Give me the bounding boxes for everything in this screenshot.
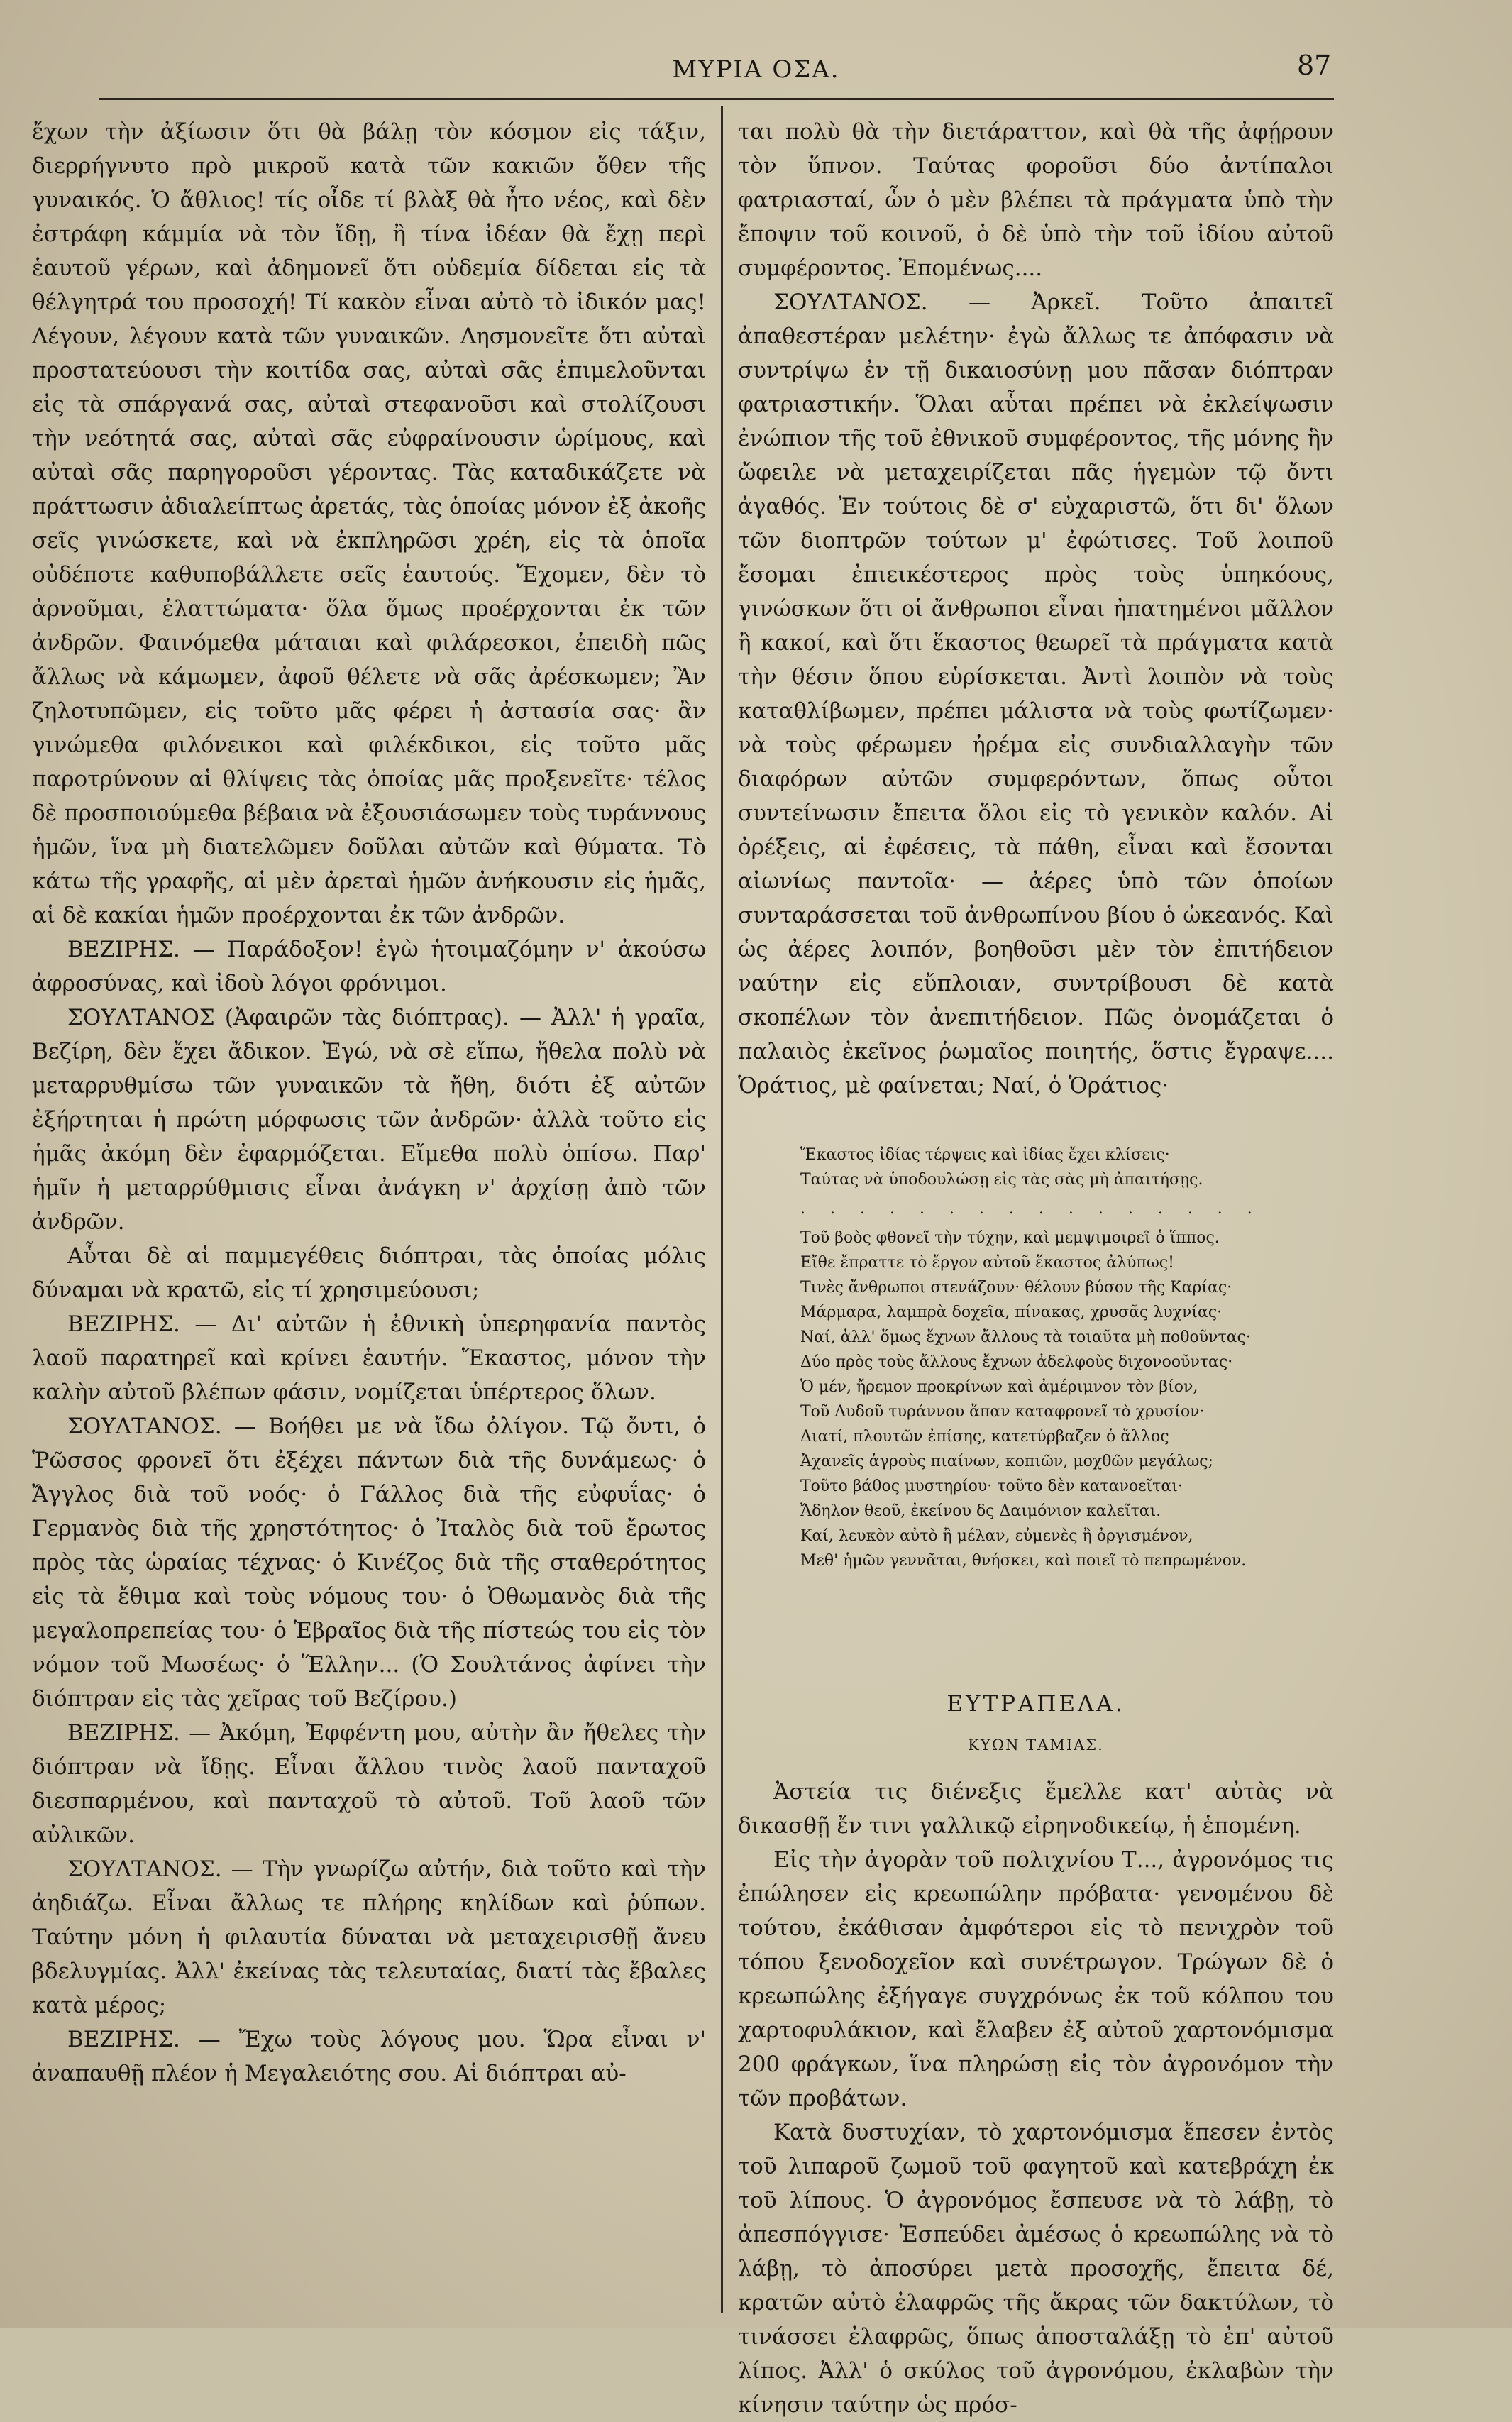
paragraph: ΒΕΖΙΡΗΣ. — Ἔχω τοὺς λόγους μου. Ὥρα εἶναι ν' ἀναπαυθῇ πλέον ἡ Μεγαλειότης σου. Αἱ διόπτραι αὐ- [32, 2027, 706, 2086]
poem-line: Τοῦ βοὸς φθονεῖ τὴν τύχην, καὶ μεμψιμοιρεῖ ὁ ἵππος. [800, 1229, 1220, 1247]
poem-line: Εἴθε ἔπραττε τὸ ἔργον αὐτοῦ ἕκαστος ἀλύπως! [800, 1254, 1174, 1272]
paragraph: ΣΟΥΛΤΑΝΟΣ. — Τὴν γνωρίζω αὐτήν, διὰ τοῦτο καὶ τὴν ἀηδιάζω. Εἶναι ἄλλως τε πλήρης κηλίδων καὶ ῥύπων. Ταύτην μόνη ἡ φιλαυτία δύναται νὰ μεταχειρισθῇ ἄνευ βδελυγμίας. Ἀλλ' ἐκείνας τὰς τελευταίας, διατί τὰς ἔβαλες κατὰ μέρος; [32, 1856, 706, 2018]
poem-line: Ἀχανεῖς ἀγροὺς πιαίνων, κοπιῶν, μοχθῶν μεγάλως; [800, 1453, 1214, 1470]
paragraph: ΒΕΖΙΡΗΣ. — Ἀκόμη, Ἐφφέντη μου, αὐτὴν ἂν ἤθελες τὴν διόπτραν νὰ ἴδῃς. Εἶναι ἄλλου τινὸς λαοῦ πανταχοῦ διεσπαρμένου, καὶ πανταχοῦ τὸ αὐτοῦ. Τοῦ λαοῦ τῶν αὐλικῶν. [32, 1720, 706, 1848]
right-column [738, 115, 1334, 2422]
column-divider [721, 106, 723, 2313]
paragraph: Εἰς τὴν ἀγορὰν τοῦ πολιχνίου Τ..., ἀγρονόμος τις ἐπώλησεν εἰς κρεωπώλην πρόβατα· γενομένου δὲ τούτου, ἐκάθισαν ἀμφότεροι εἰς τὸ πενιχρὸν τοῦ τόπου ξενοδοχεῖον καὶ συνέτρωγον. Τρώγων δὲ ὁ κρεωπώλης ἐξήγαγε συγχρόνως ἐκ τοῦ κόλπου του χαρτοφυλάκιον, καὶ ἔλαβεν ἐξ αὐτοῦ χαρτονόμισμα 200 φράγκων, ἵνα πληρώσῃ εἰς τὸν ἀγρονόμον τὴν τῶν προβάτων. [738, 1847, 1334, 2111]
section-title: ΕΥΤΡΑΠΕΛΑ. [947, 1691, 1125, 1717]
poem-line: Ἄδηλον θεοῦ, ἐκείνου δς Δαιμόνιον καλεῖται. [800, 1502, 1161, 1520]
paragraph: Κατὰ δυστυχίαν, τὸ χαρτονόμισμα ἔπεσεν ἐντὸς τοῦ λιπαροῦ ζωμοῦ τοῦ φαγητοῦ καὶ κατεβράχη ἐκ τοῦ λίπους. Ὁ ἀγρονόμος ἔσπευσε νὰ τὸ λάβῃ, τὸ ἀπεσπόγγισε· Ἐσπεύδει ἀμέσως ὁ κρεωπώλης νὰ τὸ λάβῃ, τὸ ἀποσύρει μετὰ προσοχῆς, ἔπειτα δέ, κρατῶν αὐτὸ ἐλαφρῶς τῆς ἄκρας τῶν δακτύλων, τὸ τινάσσει ἐλαφρῶς, ὅπως ἀποσταλάξῃ τὸ ἐπ' αὐτοῦ λίπος. Ἀλλ' ὁ σκύλος τοῦ ἀγρονόμου, ἐκλαβὼν τὴν κίνησιν ταύτην ὡς πρόσ- [738, 2120, 1334, 2418]
paragraph: ΒΕΖΙΡΗΣ. — Δι' αὐτῶν ἡ ἐθνικὴ ὑπερηφανία παντὸς λαοῦ παρατηρεῖ καὶ κρίνει ἑαυτήν. Ἕκαστος, μόνον τὴν καλὴν αὐτοῦ βλέπων φάσιν, νομίζεται ὑπέρτερος ὅλων. [32, 1311, 706, 1405]
paragraph: ἔχων τὴν ἀξίωσιν ὅτι θὰ βάλῃ τὸν κόσμον εἰς τάξιν, διερρήγνυτο πρὸ μικροῦ κατὰ τῶν κακιῶν ὅθεν τῆς γυναικός. Ὁ ἄθλιος! τίς οἶδε τί βλὰξ θὰ ἦτο νέος, καὶ δὲν ἐστράφη κάμμία νὰ τὸν ἴδῃ, ἢ τίνα ἰδέαν θὰ ἔχῃ περὶ ἑαυτοῦ γέρων, καὶ ἀδημονεῖ ὅτι οὐδεμία δίδεται εἰς τὰ θέλγητρά του προσοχή! Τί κακὸν εἶναι αὐτὸ τὸ ἰδικόν μας! Λέγουν, λέγουν κατὰ τῶν γυναικῶν. Λησμονεῖτε ὅτι αὐταὶ προστατεύουσι τὴν κοιτίδα σας, αὐταὶ σᾶς ἐπιμελοῦνται εἰς τὰ σπάργανά σας, αὐταὶ στεφανοῦσι καὶ στολίζουσι τὴν νεότητά σας, αὐταὶ σᾶς εὐφραίνουσιν ὡρίμους, καὶ αὐταὶ σᾶς παρηγοροῦσι γέροντας. Τὰς καταδικάζετε νὰ πράττωσιν ἀδιαλείπτως ἀρετάς, τὰς ὁποίας μόνον ἐξ ἀκοῆς σεῖς γινώσκετε, καὶ νὰ ἐκπληρῶσι χρέη, εἰς τὰ ὁποῖα οὐδέποτε καθυποβάλλετε σεῖς ἑαυτούς. Ἔχομεν, δὲν τὸ ἀρνοῦμαι, ἐλαττώματα· ὅλα ὅμως προέρχονται ἐκ τῶν ἀνδρῶν. Φαινόμεθα μάταιαι καὶ φιλάρεσκοι, ἐπειδὴ πῶς ἄλλως νὰ κάμωμεν, ἀφοῦ θέλετε νὰ σᾶς ἀρέσκωμεν; Ἂν ζηλοτυπῶμεν, εἰς τοῦτο μᾶς φέρει ἡ ἀστασία σας· ἂν γινώμεθα φιλόνεικοι καὶ φιλέκδικοι, εἰς τοῦτο μᾶς παροτρύνουν αἱ θλίψεις τὰς ὁποίας μᾶς προξενεῖτε· τέλος δὲ προσποιούμεθα βέβαια νὰ ἐξουσιάσωμεν τοὺς τυράννους ἡμῶν, ἵνα μὴ διατελῶμεν δοῦλαι αὐτῶν καὶ θύματα. Τὸ κάτω τῆς γραφῆς, αἱ μὲν ἀρεταὶ ἡμῶν ἀνήκουσιν εἰς ἡμᾶς, αἱ δὲ κακίαι ἡμῶν προέρχονται ἐκ τῶν ἀνδρῶν. [32, 119, 706, 928]
poem-line: Ὁ μέν, ἤρεμον προκρίνων καὶ ἀμέριμνον τὸν βίον, [800, 1378, 1198, 1396]
poem-line: Τοῦτο βάθος μυστηρίου· τοῦτο δὲν κατανοεῖται· [800, 1477, 1183, 1495]
header-rule [99, 98, 1334, 100]
poem-line: Μεθ' ἡμῶν γεννᾶται, θνήσκει, καὶ ποιεῖ τὸ πεπρωμένον. [800, 1552, 1247, 1570]
paragraph: ται πολὺ θὰ τὴν διετάραττον, καὶ θὰ τῆς ἀφῄρουν τὸν ὕπνον. Ταύτας φοροῦσι δύο ἀντίπαλοι φατριασταί, ὧν ὁ μὲν βλέπει τὰ πράγματα ὑπὸ τὴν ἔποψιν τοῦ κοινοῦ, ὁ δὲ ὑπὸ τὴν τοῦ ἰδίου αὐτοῦ συμφέροντος. Ἐπομένως.... [738, 119, 1334, 281]
paragraph: ΣΟΥΛΤΑΝΟΣ. — Ἀρκεῖ. Τοῦτο ἀπαιτεῖ ἀπαθεστέραν μελέτην· ἐγὼ ἄλλως τε ἀπόφασιν νὰ συντρίψω ἐν τῇ δικαιοσύνῃ μου πᾶσαν διόπτραν φατριαστικήν. Ὅλαι αὗται πρέπει νὰ ἐκλείψωσιν ἐνώπιον τῆς τοῦ ἐθνικοῦ συμφέροντος, τῆς μόνης ἣν ὤφειλε νὰ μεταχειρίζεται πᾶς ἡγεμὼν τῷ ὄντι ἀγαθός. Ἐν τούτοις δὲ σ' εὐχαριστῶ, ὅτι δι' ὅλων τῶν διοπτρῶν τούτων μ' ἐφώτισες. Τοῦ λοιποῦ ἔσομαι ἐπιεικέστερος πρὸς τοὺς ὑπηκόους, γινώσκων ὅτι οἱ ἄνθρωποι εἶναι ἠπατημένοι μᾶλλον ἢ κακοί, καὶ ὅτι ἕκαστος θεωρεῖ τὰ πράγματα κατὰ τὴν θέσιν ὅπου εὑρίσκεται. Ἀντὶ λοιπὸν νὰ τοὺς καταθλίβωμεν, πρέπει μάλιστα νὰ τοὺς φωτίζωμεν· νὰ τοὺς φέρωμεν ἠρέμα εἰς συνδιαλλαγὴν τῶν διαφόρων αὐτῶν συμφερόντων, ὅπως οὗτοι συντείνωσιν ἔπειτα ὅλοι εἰς τὸ γενικὸν καλόν. Αἱ ὀρέξεις, αἱ ἐφέσεις, τὰ πάθη, εἶναι καὶ ἔσονται αἰωνίως παντοῖα· — ἀέρες ὑπὸ τῶν ὁποίων συνταράσσεται τοῦ ἀνθρωπίνου βίου ὁ ὠκεανός. Καὶ ὡς ἀέρες λοιπόν, βοηθοῦσι μὲν τὸν ἐπιτήδειον ναύτην εἰς εὔπλοιαν, συντρίβουσι δὲ κατὰ σκοπέλων τὸν ἀνεπιτήδειον. Πῶς ὀνομάζεται ὁ παλαιὸς ἐκεῖνος ῥωμαῖος ποιητής, ὅστις ἔγραψε.... Ὁράτιος, μὲ φαίνεται; Ναί, ὁ Ὁράτιος· [738, 290, 1334, 1099]
poem-line: Τινὲς ἄνθρωποι στενάζουν· θέλουν βύσον τῆς Καρίας· [800, 1279, 1232, 1297]
poem-line: Διατί, πλουτῶν ἐπίσης, κατετύρβαζεν ὁ ἄλλος [800, 1428, 1169, 1446]
poem-line: Τοῦ Λυδοῦ τυράννου ἅπαν καταφρονεῖ τὸ χρυσίον· [800, 1403, 1205, 1421]
paragraph: ΣΟΥΛΤΑΝΟΣ. — Βοήθει με νὰ ἴδω ὀλίγον. Τῷ ὄντι, ὁ Ῥῶσσος φρονεῖ ὅτι ἐξέχει πάντων διὰ τῆς δυνάμεως· ὁ Ἄγγλος διὰ τοῦ νοός· ὁ Γάλλος διὰ τῆς εὐφυΐας· ὁ Γερμανὸς διὰ τῆς χρηστότητος· ὁ Ἰταλὸς διὰ τοῦ ἔρωτος πρὸς τὰς ὡραίας τέχνας· ὁ Κινέζος διὰ τῆς σταθερότητος εἰς τὰ ἔθιμα καὶ τοὺς νόμους του· ὁ Ὀθωμανὸς διὰ τῆς μεγαλοπρεπείας του· ὁ Ἑβραῖος διὰ τῆς πίστεώς του εἰς τὸν νόμον τοῦ Μωσέως· ὁ Ἕλλην... (Ὁ Σουλτάνος ἀφίνει τὴν διόπτραν εἰς τὰς χεῖρας τοῦ Βεζίρου.) [32, 1414, 706, 1712]
page-header-title: ΜΥΡΙΑ ΟΣΑ. [672, 55, 840, 84]
paragraph: ΣΟΥΛΤΑΝΟΣ (Ἀφαιρῶν τὰς διόπτρας). — Ἀλλ' ἡ γραῖα, Βεζίρη, δὲν ἔχει ἄδικον. Ἐγώ, νὰ σὲ εἴπω, ἤθελα πολὺ νὰ μεταρρυθμίσω τῶν γυναικῶν τὰ ἤθη, διότι ἐξ αὐτῶν ἐξήρτηται ἡ πρώτη μόρφωσις τῶν ἀνδρῶν· ἀλλὰ τοῦτο εἰς ἡμᾶς ἀκόμη δὲν ἐφαρμόζεται. Εἴμεθα πολὺ ὀπίσω. Παρ' ἡμῖν ἡ μεταρρύθμισις εἶναι ἀνάγκη ν' ἀρχίσῃ ἀπὸ τῶν ἀνδρῶν. [32, 1005, 706, 1235]
poem-ellipsis: . . . . . . . . . . . . . . . . [800, 1200, 1262, 1218]
paragraph: Αὗται δὲ αἱ παμμεγέθεις διόπτραι, τὰς ὁποίας μόλις δύναμαι νὰ κρατῶ, εἰς τί χρησιμεύουσι; [32, 1243, 706, 1303]
poem-line: Ταύτας νὰ ὑποδουλώσῃ εἰς τὰς σὰς μὴ ἀπαιτήσῃς. [800, 1171, 1203, 1189]
poem-line: Δύο πρὸς τοὺς ἄλλους ἔχνων ἀδελφοὺς διχονοοῦντας· [800, 1353, 1233, 1371]
page-number: 87 [1297, 50, 1332, 81]
poem-line: Ἕκαστος ἰδίας τέρψεις καὶ ἰδίας ἔχει κλίσεις· [800, 1146, 1170, 1164]
paragraph: ΒΕΖΙΡΗΣ. — Παράδοξον! ἐγὼ ἡτοιμαζόμην ν' ἀκούσω ἀφροσύνας, καὶ ἰδοὺ λόγοι φρόνιμοι. [32, 937, 706, 996]
left-column [32, 115, 706, 2091]
poem-line: Ναί, ἀλλ' ὅμως ἔχνων ἄλλους τὰ τοιαῦτα μὴ ποθοῦντας· [800, 1328, 1251, 1346]
paragraph: Ἀστεία τις διένεξις ἔμελλε κατ' αὐτὰς νὰ δικασθῇ ἔν τινι γαλλικῷ εἰρηνοδικείῳ, ἡ ἑπομένη. [738, 1779, 1334, 1839]
poem-quotation [800, 1143, 1334, 1573]
poem-line: Καί, λευκὸν αὐτὸ ἢ μέλαν, εὐμενὲς ἢ ὀργισμένον, [800, 1527, 1193, 1545]
section-subtitle: ΚΥΩΝ ΤΑΜΙΑΣ. [968, 1736, 1104, 1754]
poem-line: Μάρμαρα, λαμπρὰ δοχεῖα, πίνακας, χρυσᾶς λυχνίας· [800, 1304, 1223, 1321]
